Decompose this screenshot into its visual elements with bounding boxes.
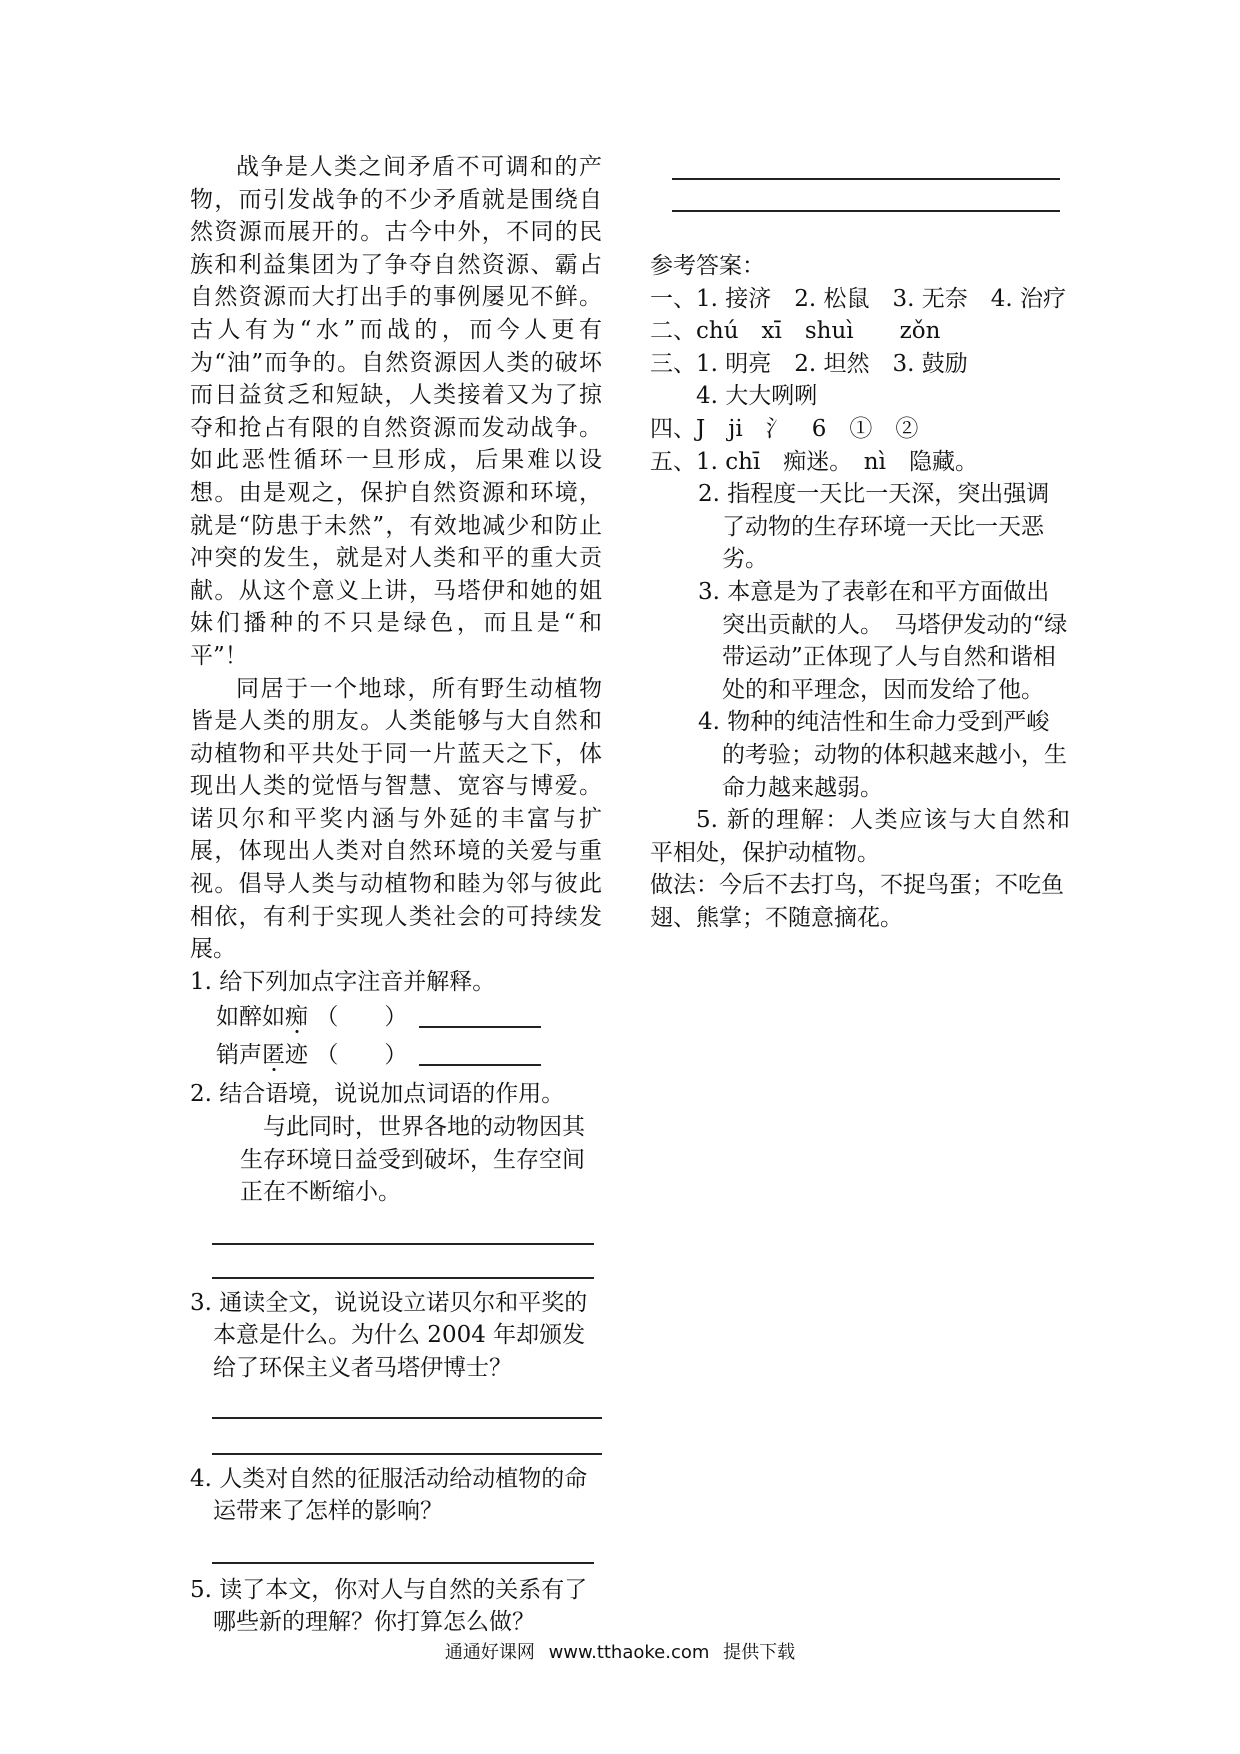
q1-item-1-pre: 如醉如 (216, 1004, 285, 1031)
question-5: 5. 读了本文，你对人与自然的关系有了哪些新的理解？你打算怎么做？ (190, 1576, 588, 1636)
passage-paragraph-1: 战争是人类之间矛盾不可调和的产物，而引发战争的不少矛盾就是围绕自然资源而展开的。古今中外，不同的民族和利益集团为了争夺自然资源、霸占自然资源而大打出手的事例屡见不鲜。古人有为“水”而战的，而今人更有为“油”而争的。自然资源因人类的破坏而日益贫乏和短缺，人类接着又为了掠夺和抢占有限的自然资源而发动战争。如此恶性循环一旦形成，后果难以设想。由是观之，保护自然资源和环境，就是“防患于未然”，有效地减少和防止冲突的发生，就是对人类和平的重大贡献。从这个意义上讲，马塔伊和她的姐妹们播种的不只是绿色，而且是“和平”！ (190, 154, 602, 669)
question-1: 1. 给下列加点字注音并解释。 (190, 968, 496, 995)
footer-suffix: 提供下载 (723, 1642, 796, 1663)
left-column (190, 151, 602, 1639)
answer-1: 一、1. 接济 2. 松鼠 3. 无奈 4. 治疗 (650, 285, 1067, 312)
answer-line-top-1[interactable] (672, 178, 1060, 180)
answers-title: 参考答案： (650, 253, 765, 279)
passage-paragraph-2: 同居于一个地球，所有野生动植物皆是人类的朋友。人类能够与大自然和动植物和平共处于同一片蓝天之下，体现出人类的觉悟与智慧、宽容与博爱。诺贝尔和平奖内涵与外延的丰富与扩展，体现出人类对自然环境的关爱与重视。倡导人类与动植物和睦为邻与彼此相依，有利于实现人类社会的可持续发展。 (190, 675, 602, 963)
footer-url[interactable]: www.tthaoke.com (548, 1642, 710, 1663)
answer-3b: 4. 大大咧咧 (696, 383, 818, 410)
question-3-answer-line-1[interactable] (212, 1417, 602, 1419)
question-4-answer-line-1[interactable] (212, 1562, 594, 1564)
answer-method: 做法：今后不去打鸟，不捉鸟蛋；不吃鱼翅、熊掌；不随意摘花。 (650, 872, 1064, 931)
answer-2: 二、chú xī shuì zǒn (650, 318, 941, 345)
answer-3: 三、1. 明亮 2. 坦然 3. 鼓励 (650, 350, 968, 377)
question-2: 2. 结合语境，说说加点词语的作用。 (190, 1081, 565, 1108)
answer-5-5: 5. 新的理解：人类应该与大自然和平相处，保护动植物。 (650, 807, 1070, 866)
answer-5-4: 4. 物种的纯洁性和生命力受到严峻的考验；动物的体积越来越小，生命力越来越弱。 (698, 709, 1067, 801)
q1-item-2 (190, 1036, 602, 1074)
q1-item-2-paren[interactable]: （ ） (315, 1042, 408, 1069)
q1-item-2-post: 迹 (285, 1042, 308, 1069)
question-2-answer-line-1[interactable] (212, 1243, 594, 1245)
question-2-quote: 与此同时，世界各地的动物因其生存环境日益受到破坏，生存空间正在不断缩小。 (240, 1114, 585, 1206)
q1-item-1-dotted-char: 痴 (285, 1004, 308, 1031)
answer-5-3: 3. 本意是为了表彰在和平方面做出突出贡献的人。 马塔伊发动的“绿带运动”正体现了人与自然和谐相处的和平理念，因而发给了他。 (698, 578, 1068, 703)
answer-5-2: 2. 指程度一天比一天深，突出强调了动物的生存环境一天比一天恶劣。 (698, 481, 1050, 573)
q1-item-2-blank[interactable] (419, 1040, 541, 1066)
question-4: 4. 人类对自然的征服活动给动植物的命运带来了怎样的影响？ (190, 1465, 588, 1525)
question-2-answer-line-2[interactable] (212, 1277, 594, 1279)
footer (0, 1638, 1240, 1664)
question-3-answer-line-2[interactable] (212, 1453, 602, 1455)
q1-item-2-pre: 销声 (216, 1042, 262, 1069)
q1-item-1 (190, 998, 602, 1036)
answer-4: 四、J ji 氵 6 ① ② (650, 415, 919, 442)
answer-line-top-2[interactable] (672, 210, 1060, 212)
q1-item-1-paren[interactable]: （ ） (315, 1004, 408, 1031)
answer-5-1: 五、1. chī 痴迷。 nì 隐藏。 (650, 448, 978, 475)
footer-site-name: 通通好课网 (444, 1642, 535, 1663)
q1-item-2-dotted-char: 匿 (262, 1042, 285, 1069)
right-column (650, 250, 1070, 934)
question-3: 3. 通读全文，说说设立诺贝尔和平奖的本意是什么。为什么 2004 年却颁发给了环保主义者马塔伊博士？ (190, 1289, 588, 1381)
q1-item-1-blank[interactable] (419, 1002, 541, 1028)
